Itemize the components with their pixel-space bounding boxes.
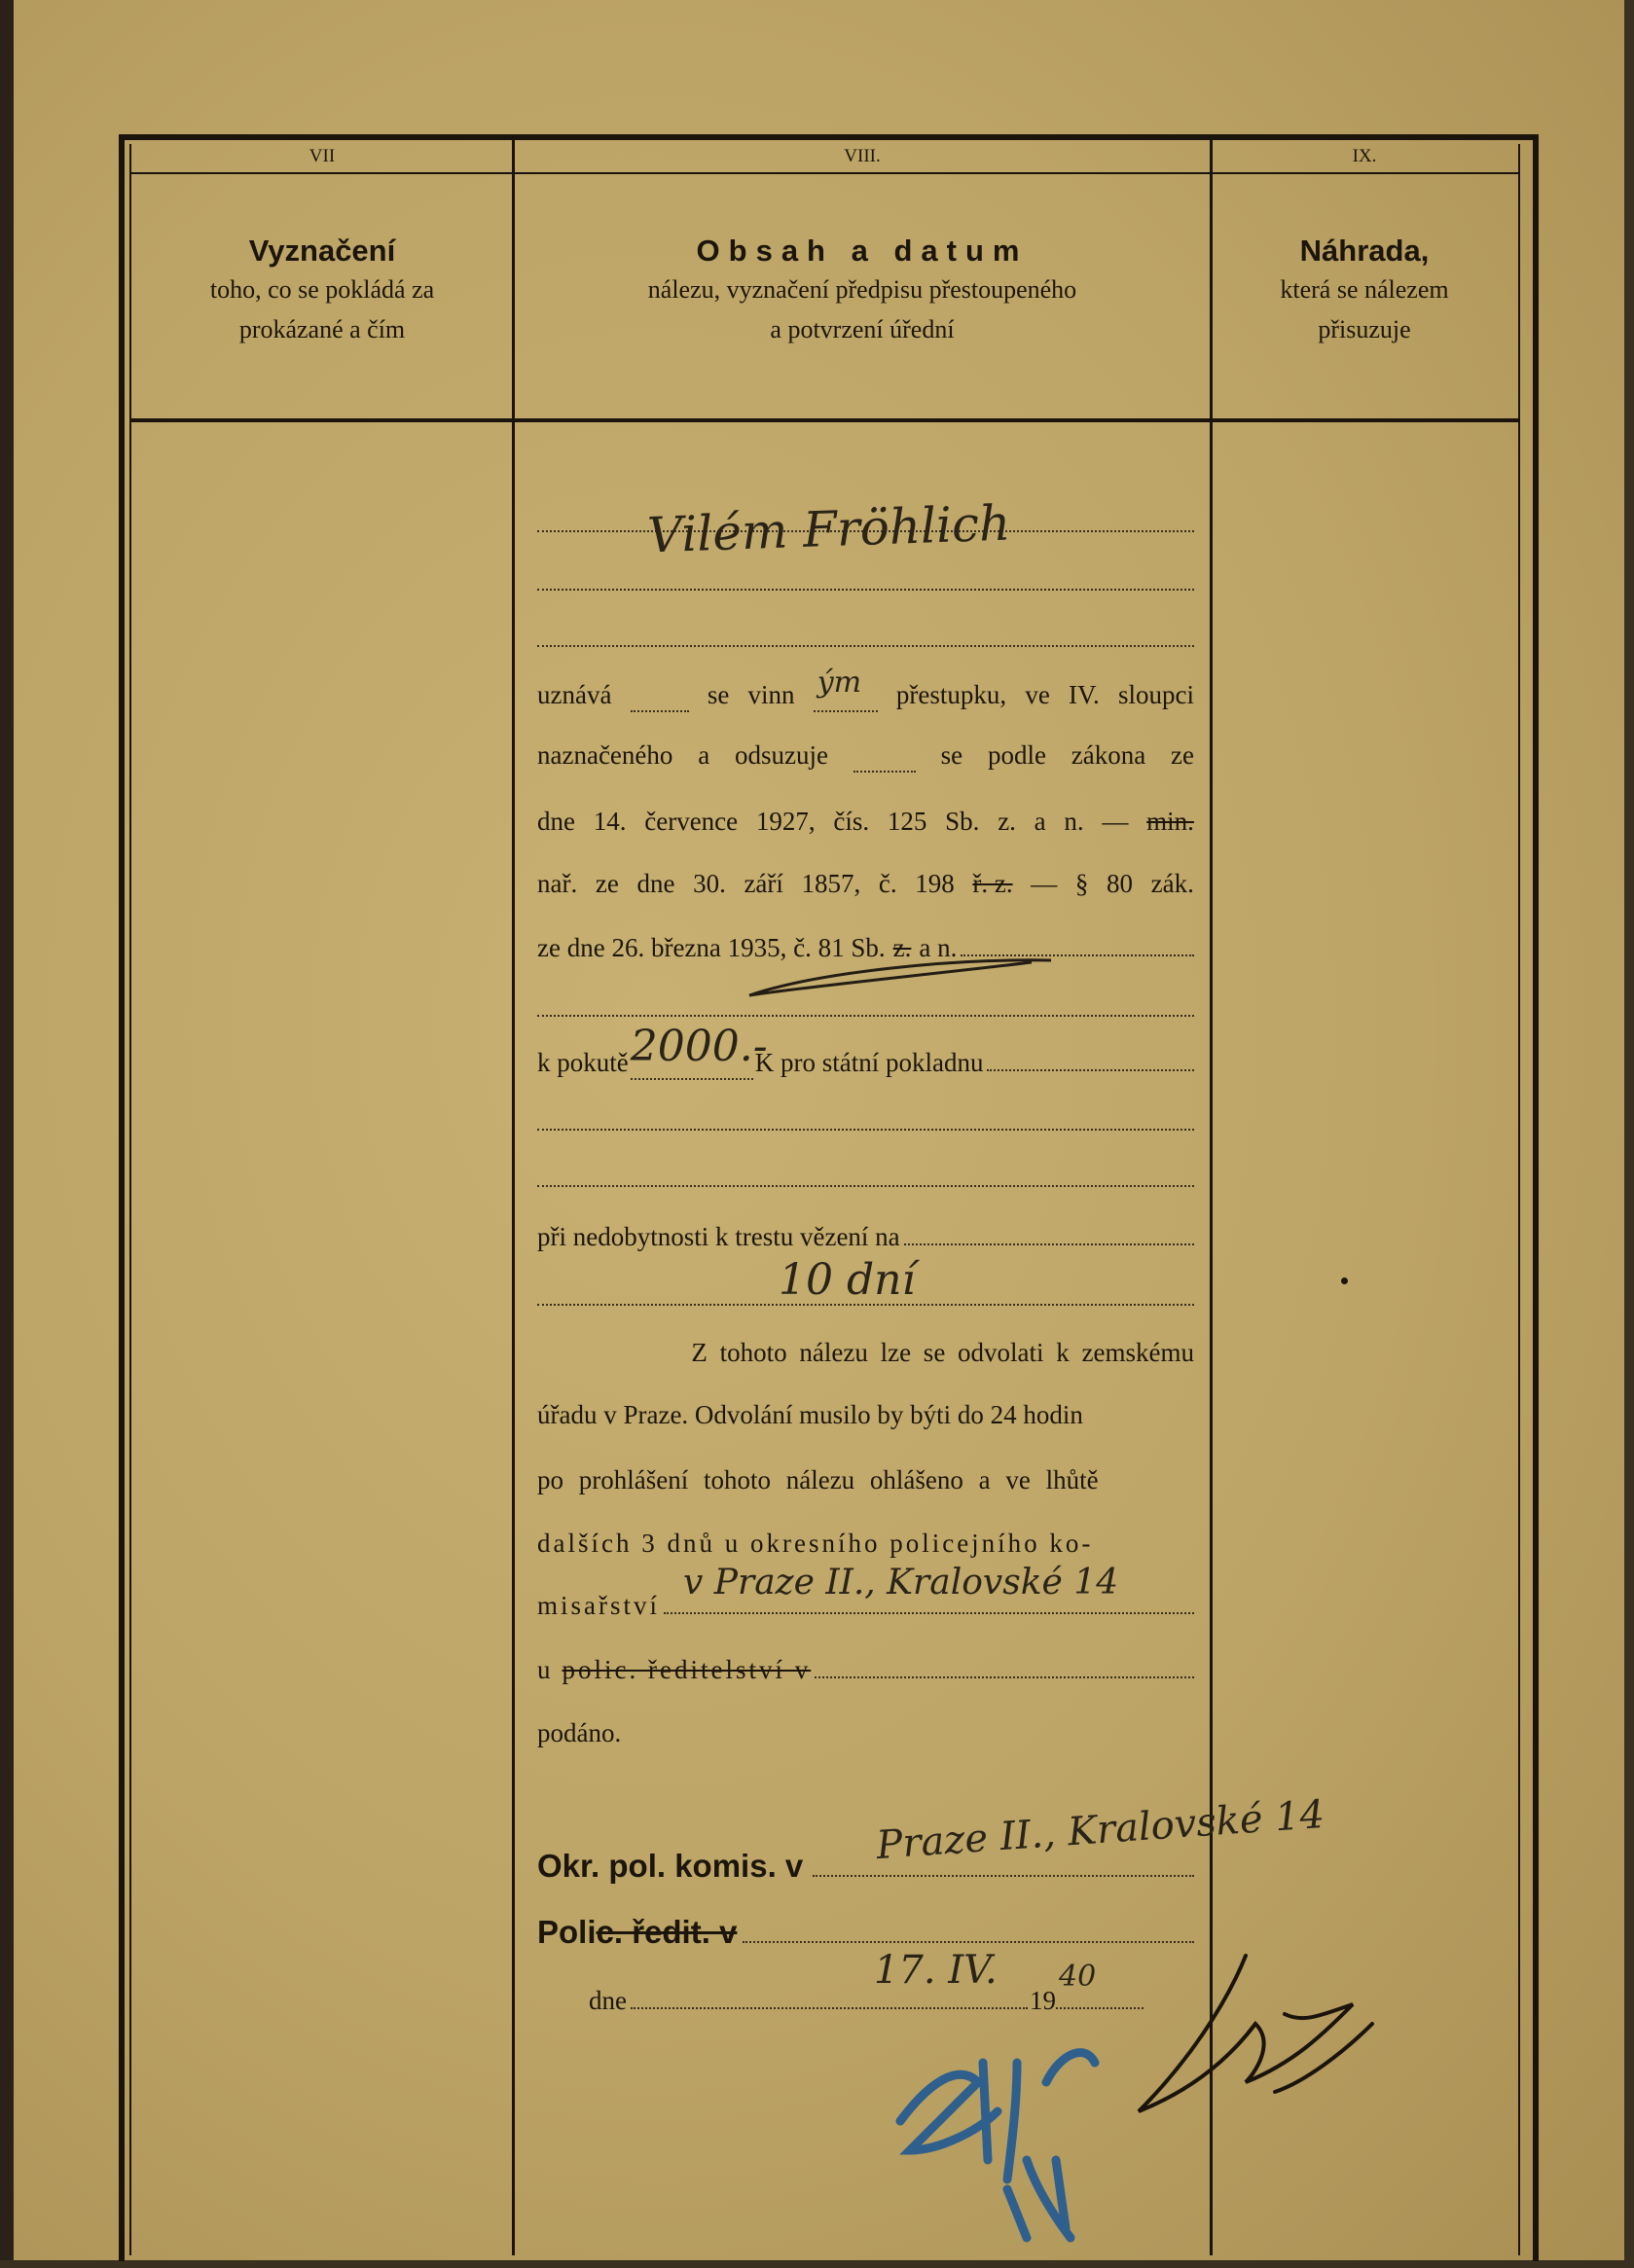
hand-vinn-suffix: ým	[817, 666, 862, 700]
prison-fill	[904, 1222, 1194, 1245]
blank-line-fine-2	[537, 1185, 1194, 1187]
appeal-5-fill	[664, 1563, 1194, 1614]
verdict-line-2	[537, 739, 1194, 773]
column-subtitle-ix-1: která se nálezem	[1280, 275, 1449, 305]
prison-days-hand: 10 dní	[779, 1255, 916, 1305]
line3-word: a	[1034, 807, 1046, 836]
word-a: a	[698, 740, 710, 770]
verdict-line-4	[537, 868, 1194, 899]
line3-word: —	[1102, 807, 1129, 836]
scan-edge-right	[1624, 0, 1634, 2268]
line5-text: ze dne 26. března 1935, č. 81 Sb.	[537, 933, 886, 962]
line3-word: Sb.	[945, 807, 980, 836]
line4-word: —	[1031, 869, 1058, 898]
name-line-2	[537, 589, 1194, 591]
prison-days-line	[537, 1304, 1194, 1306]
word-uznava: uznává	[537, 680, 612, 709]
line3-word: 125	[887, 807, 927, 836]
year-hand: 40	[1059, 1960, 1097, 1994]
prison-text: při nedobytnosti k trestu vězení na	[537, 1222, 900, 1251]
line4-word: č.	[878, 869, 897, 898]
word-iv: IV.	[1069, 680, 1100, 709]
blank-vinn	[814, 666, 878, 712]
handwritten-name: Vilém Fröhlich	[646, 494, 1012, 564]
appeal-line-1: Z tohoto nálezu lze se odvolati k zemskému	[691, 1338, 1194, 1367]
word-ve: ve	[1025, 680, 1050, 709]
appeal-line-5	[537, 1563, 1194, 1621]
name-line-3	[537, 645, 1194, 647]
word-se-2: se	[940, 740, 963, 770]
paper-speck	[1341, 1278, 1348, 1284]
line3-word: dne	[537, 807, 575, 836]
line5-struck: z.	[892, 933, 912, 962]
word-odsuzuje: odsuzuje	[735, 740, 828, 770]
year-printed: 19	[1030, 1986, 1056, 2015]
line4-word: §	[1074, 869, 1089, 898]
appeal-line-6	[537, 1654, 1194, 1685]
pen-strike-stroke	[740, 949, 1061, 1007]
line4-word: 80	[1107, 869, 1133, 898]
prison-line	[537, 1221, 1194, 1252]
word-podle: podle	[987, 740, 1046, 770]
column-number-vii: VII	[309, 146, 336, 166]
column-header-vii	[132, 232, 512, 349]
column-number-ix: IX.	[1352, 146, 1377, 166]
fine-blank	[630, 1022, 768, 1080]
police-line	[537, 1913, 1194, 1952]
column-title-viii: Obsah a datum	[696, 234, 1029, 268]
appeal-6-struck: polic. ředitelství v	[562, 1655, 812, 1684]
line3-word-struck: min.	[1146, 807, 1194, 836]
line4-word: září	[744, 869, 783, 898]
appeal-6-prefix: u	[537, 1655, 551, 1684]
line4-word: 30.	[693, 869, 726, 898]
line3-word: července	[644, 807, 739, 836]
column-subtitle-vii-2: prokázané a čím	[238, 314, 406, 343]
year-printed-wrap	[1030, 1960, 1097, 2016]
office-hand: Praze II., Kralovské 14	[874, 1791, 1326, 1869]
header-bottom-rule	[129, 418, 1518, 422]
date-label: dne	[589, 1986, 627, 2015]
scan-edge-left	[0, 0, 14, 2268]
column-title-vii: Vyznačení	[248, 234, 396, 268]
line3-word: 1927,	[755, 807, 816, 836]
word-prestupku: přestupku,	[895, 680, 1007, 709]
line5-text-end: a n.	[919, 933, 958, 962]
fine-fill	[987, 1048, 1194, 1071]
police-label: Poli	[537, 1914, 597, 1950]
appeal-line-2: úřadu v Praze. Odvolání musilo by býti do 24 hodin	[537, 1400, 1083, 1429]
signature	[1129, 1946, 1382, 2141]
blank-uznava	[631, 679, 689, 712]
column-subtitle-viii-2: a potvrzení úřední	[770, 314, 955, 343]
column-subtitle-viii-1: nálezu, vyznačení předpisu přestoupeného	[647, 275, 1077, 305]
word-zakona: zákona	[1071, 740, 1146, 770]
word-ze: ze	[1171, 740, 1194, 770]
column-divider-8-9	[1210, 140, 1213, 2255]
appeal-5-prefix: misařství	[537, 1591, 660, 1620]
line4-word: ze	[595, 869, 619, 898]
verdict-line-1	[537, 666, 1194, 712]
fine-line	[537, 1022, 1194, 1080]
date-fill	[631, 1948, 1028, 2009]
column-header-viii	[515, 232, 1210, 349]
fine-amount-hand: 2000.-	[630, 1022, 768, 1071]
line4-struck: ř. z.	[972, 869, 1013, 898]
line3-word: z.	[998, 807, 1016, 836]
line3-word: n.	[1064, 807, 1084, 836]
verdict-line-3	[537, 806, 1194, 837]
line4-word: 1857,	[801, 869, 861, 898]
fine-label: k pokutě	[537, 1048, 629, 1077]
appeal-5-hand: v Praze II., Kralovské 14	[683, 1563, 1119, 1602]
word-se: se	[707, 680, 730, 709]
word-sloupci: sloupci	[1117, 680, 1194, 709]
blank-line-fine-1	[537, 1129, 1194, 1131]
line4-word: zák.	[1150, 869, 1194, 898]
line4-word: 198	[915, 869, 955, 898]
blank-odsuzuje	[853, 739, 916, 773]
police-label-struck: c. ředit. v	[596, 1914, 738, 1950]
police-fill	[743, 1920, 1194, 1943]
line3-word: 14.	[593, 807, 627, 836]
date-line	[589, 1948, 1144, 2016]
scan-edge-bottom	[0, 2260, 1634, 2268]
column-header-ix	[1213, 232, 1516, 349]
column-title-ix: Náhrada,	[1299, 234, 1430, 268]
office-label: Okr. pol. komis. v	[537, 1848, 804, 1884]
appeal-6-fill	[815, 1655, 1194, 1678]
fine-suffix: K pro státní pokladnu	[754, 1048, 984, 1077]
line4-word: nař.	[537, 869, 578, 898]
column-subtitle-ix-2: přisuzuje	[1318, 314, 1411, 343]
line4-word: dne	[636, 869, 675, 898]
blank-line-after-5	[537, 1015, 1194, 1017]
appeal-line-4: dalších 3 dnů u okresního policejního ko-	[537, 1529, 1094, 1558]
blue-pencil-mark	[890, 2024, 1105, 2248]
line3-word: čís.	[833, 807, 870, 836]
column-number-rule	[129, 172, 1518, 174]
column-subtitle-vii-1: toho, co se pokládá za	[209, 275, 435, 305]
appeal-line-3: po prohlášení tohoto nálezu ohlášeno a ve lhůtě	[537, 1465, 1099, 1494]
word-vinn: vinn	[747, 680, 795, 709]
appeal-line-7: podáno.	[537, 1718, 622, 1747]
column-divider-7-8	[512, 140, 515, 2255]
word-naznaceneho: naznačeného	[537, 740, 673, 770]
column-number-viii: VIII.	[844, 146, 881, 166]
date-hand: 17. IV.	[873, 1948, 998, 1993]
